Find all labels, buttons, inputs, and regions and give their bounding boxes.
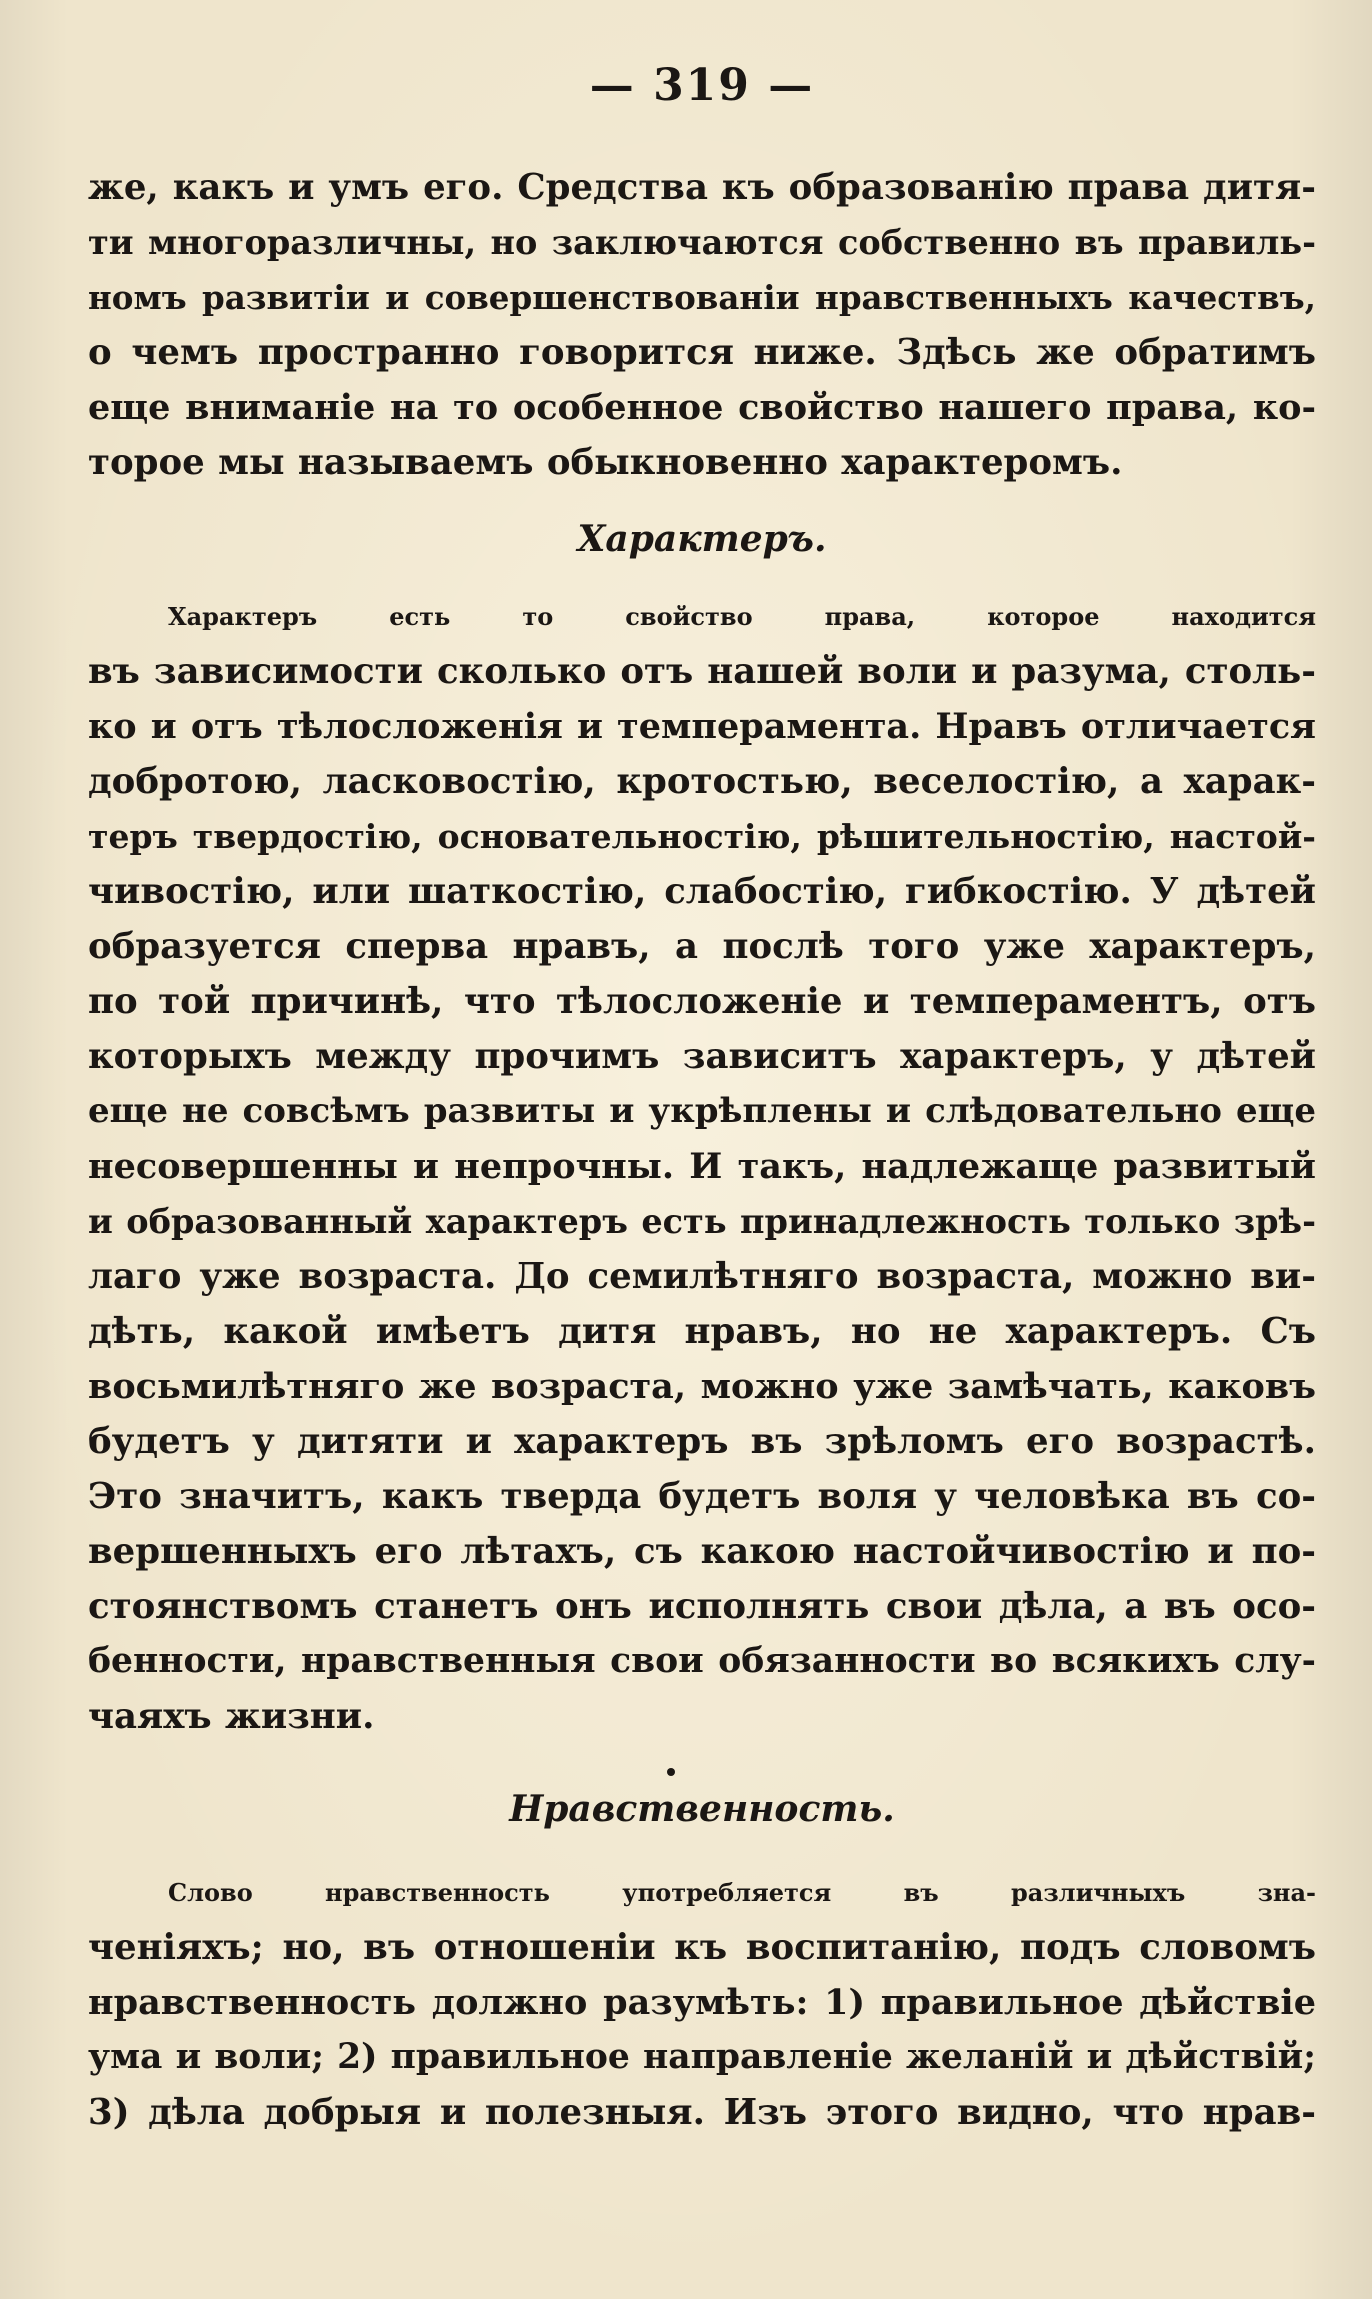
text-line: еще вниманіе на то особенное свойство нашего права, ко-	[88, 387, 1316, 428]
text-line: вершенныхъ его лѣтахъ, съ какою настойчивостію и по-	[88, 1531, 1316, 1572]
text-line: восьмилѣтняго же возраста, можно уже замѣчать, каковъ	[88, 1366, 1316, 1407]
text-line: дѣть, какой имѣетъ дитя нравъ, но не характеръ. Съ	[88, 1311, 1316, 1352]
ink-speck	[667, 1768, 675, 1776]
text-line: номъ развитіи и совершенствованіи нравственныхъ качествъ,	[88, 278, 1316, 317]
text-line: о чемъ пространно говорится ниже. Здѣсь же обратимъ	[88, 332, 1316, 373]
text-line: ченіяхъ; но, въ отношеніи къ воспитанію, подъ словомъ	[88, 1927, 1316, 1968]
text-line: Характеръ есть то свойство права, которое находится	[168, 602, 1316, 631]
text-line: образуется сперва нравъ, а послѣ того уже характеръ,	[88, 926, 1316, 967]
text-line: Это значитъ, какъ тверда будетъ воля у человѣка въ со-	[88, 1476, 1316, 1517]
text-line: ти многоразличны, но заключаются собственно въ правиль-	[88, 223, 1316, 262]
text-line: будетъ у дитяти и характеръ въ зрѣломъ его возрастѣ.	[88, 1421, 1316, 1462]
section-heading-morality: Нравственность.	[509, 1788, 895, 1830]
text-line: еще не совсѣмъ развиты и укрѣплены и слѣдовательно еще	[88, 1091, 1316, 1131]
paragraph-intro	[88, 160, 1316, 490]
text-line: чаяхъ жизни.	[88, 1696, 375, 1737]
text-line: Слово нравственность употребляется въ различныхъ зна-	[168, 1878, 1316, 1907]
text-line: теръ твердостію, основательностію, рѣшительностію, настой-	[88, 817, 1316, 856]
text-line: нравственность должно разумѣть: 1) правильное дѣйствіе	[88, 1982, 1316, 2023]
text-line: стоянствомъ станетъ онъ исполнять свои дѣла, а въ осо-	[88, 1586, 1316, 1627]
paragraph-morality	[88, 1865, 1316, 2140]
text-line: по той причинѣ, что тѣлосложеніе и темпераментъ, отъ	[88, 981, 1316, 1022]
text-line: которыхъ между прочимъ зависитъ характеръ, у дѣтей	[88, 1036, 1316, 1077]
text-line: чивостію, или шаткостію, слабостію, гибкостію. У дѣтей	[88, 871, 1316, 912]
text-line: добротою, ласковостію, кротостью, веселостію, а харак-	[88, 761, 1316, 802]
text-line: же, какъ и умъ его. Средства къ образованію права дитя-	[88, 167, 1316, 208]
text-line: и образованный характеръ есть принадлежность только зрѣ-	[88, 1202, 1316, 1241]
text-line: бенности, нравственныя свои обязанности во всякихъ слу-	[88, 1641, 1316, 1681]
section-heading-character: Характеръ.	[577, 518, 827, 560]
text-line: ума и воли; 2) правильное направленіе желаній и дѣйствій;	[88, 2037, 1316, 2077]
text-line: ко и отъ тѣлосложенія и темперамента. Нравъ отличается	[88, 706, 1316, 747]
text-line: въ зависимости сколько отъ нашей воли и разума, столь-	[88, 651, 1316, 692]
text-line: несовершенны и непрочны. И такъ, надлежаще развитый	[88, 1146, 1316, 1187]
paragraph-character	[88, 589, 1316, 1744]
page-number: — 319 —	[589, 60, 815, 111]
text-line: 3) дѣла добрыя и полезныя. Изъ этого видно, что нрав-	[88, 2092, 1316, 2133]
text-line: лаго уже возраста. До семилѣтняго возраста, можно ви-	[88, 1256, 1316, 1297]
text-line: торое мы называемъ обыкновенно характеромъ.	[88, 442, 1123, 483]
